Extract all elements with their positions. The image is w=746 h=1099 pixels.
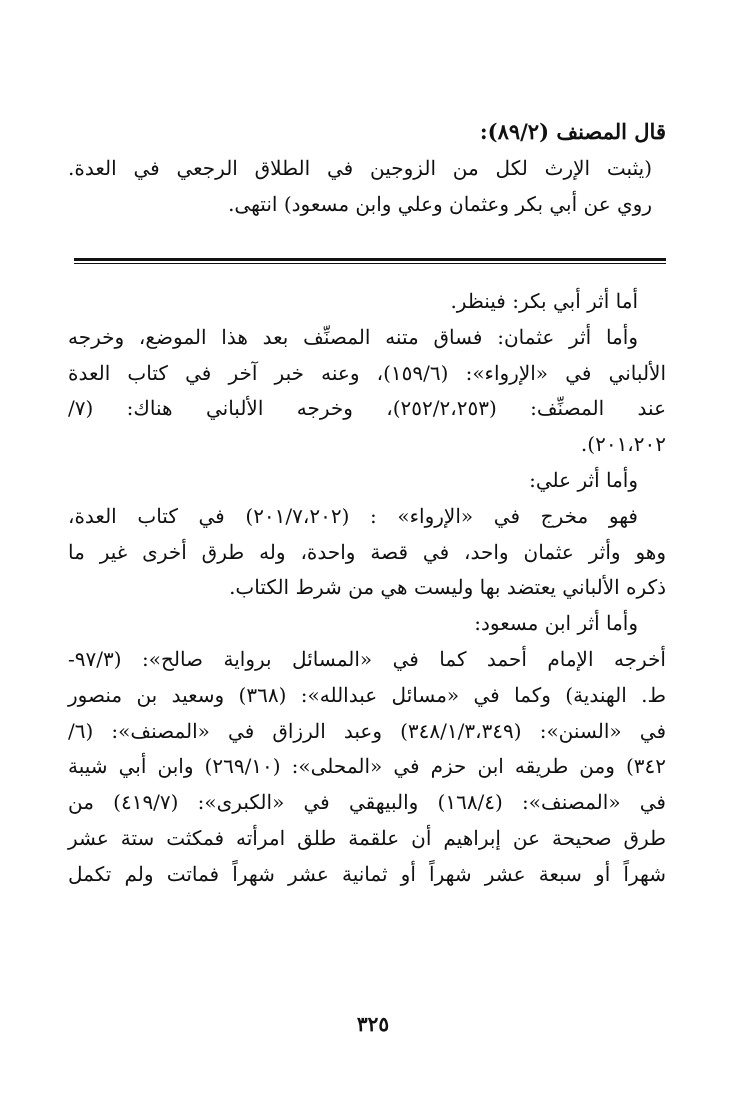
- paragraph-ibn-masud-line-5: في «المصنف»: (١٦٨/٤) والبيهقي في «الكبرى»: (٤١٩/٧) من: [68, 790, 666, 815]
- double-rule-separator: [74, 258, 666, 264]
- heading-ali: وأما أثر علي:: [529, 467, 638, 492]
- quote-line-2: روي عن أبي بكر وعثمان وعلي وابن مسعود) انتهى.: [228, 192, 652, 216]
- quote-line-1: (يثبت الإرث لكل من الزوجين في الطلاق الرجعي في العدة.: [68, 156, 652, 180]
- paragraph-ali-line-2: وهو وأثر عثمان واحد، في قصة واحدة، وله طرق أخرى غير ما: [68, 539, 666, 564]
- paragraph-ibn-masud-line-6: طرق صحيحة عن إبراهيم أن علقمة طلق امرأته فمكثت ستة عشر: [68, 825, 666, 850]
- paragraph-uthman-line-3: عند المصنِّف: (٢٥٢/٢،٢٥٣)، وخرجه الألباني هناك: (٧/: [68, 396, 666, 421]
- separator-thin-line: [74, 263, 666, 264]
- paragraph-uthman-line-2: الألباني في «الإرواء»: (١٥٩/٦)، وعنه خبر آخر في كتاب العدة: [68, 360, 666, 385]
- passage-title: قال المصنف (٨٩/٢):: [479, 119, 666, 144]
- separator-thick-line: [74, 258, 666, 261]
- paragraph-abu-bakr: أما أثر أبي بكر: فينظر.: [450, 289, 638, 313]
- paragraph-uthman-line-1: وأما أثر عثمان: فساق متنه المصنِّف بعد هذا الموضع، وخرجه: [68, 324, 638, 349]
- page-number: ٣٢٥: [356, 1012, 390, 1036]
- paragraph-ibn-masud-line-2: ط. الهندية) وكما في «مسائل عبدالله»: (٣٦٨) وسعيد بن منصور: [68, 682, 666, 707]
- paragraph-ibn-masud-line-4: ٣٤٢) ومن طريقه ابن حزم في «المحلى»: (٢٦٩/١٠) وابن أبي شيبة: [68, 754, 666, 779]
- paragraph-ibn-masud-line-3: في «السنن»: (٣٤٨/١/٣،٣٤٩) وعبد الرزاق في «المصنف»: (٦/: [68, 718, 667, 743]
- heading-ibn-masud: وأما أثر ابن مسعود:: [474, 611, 638, 636]
- paragraph-ibn-masud-line-7: شهراً أو سبعة عشر شهراً أو ثمانية عشر شهراً فماتت ولم تكمل: [68, 861, 666, 886]
- commentary-text: [68, 284, 666, 893]
- quoted-passage: [68, 114, 666, 222]
- paragraph-ali-line-1: فهو مخرج في «الإرواء» : (٢٠١/٧،٢٠٢) في كتاب العدة،: [68, 503, 638, 528]
- paragraph-ali-line-3: ذكره الألباني يعتضد بها وليست هي من شرط الكتاب.: [229, 575, 666, 600]
- paragraph-ibn-masud-line-1: أخرجه الإمام أحمد كما في «المسائل برواية صالح»: (٩٧/٣-: [68, 646, 666, 671]
- paragraph-uthman-line-4: ٢٠١،٢٠٢).: [580, 432, 666, 457]
